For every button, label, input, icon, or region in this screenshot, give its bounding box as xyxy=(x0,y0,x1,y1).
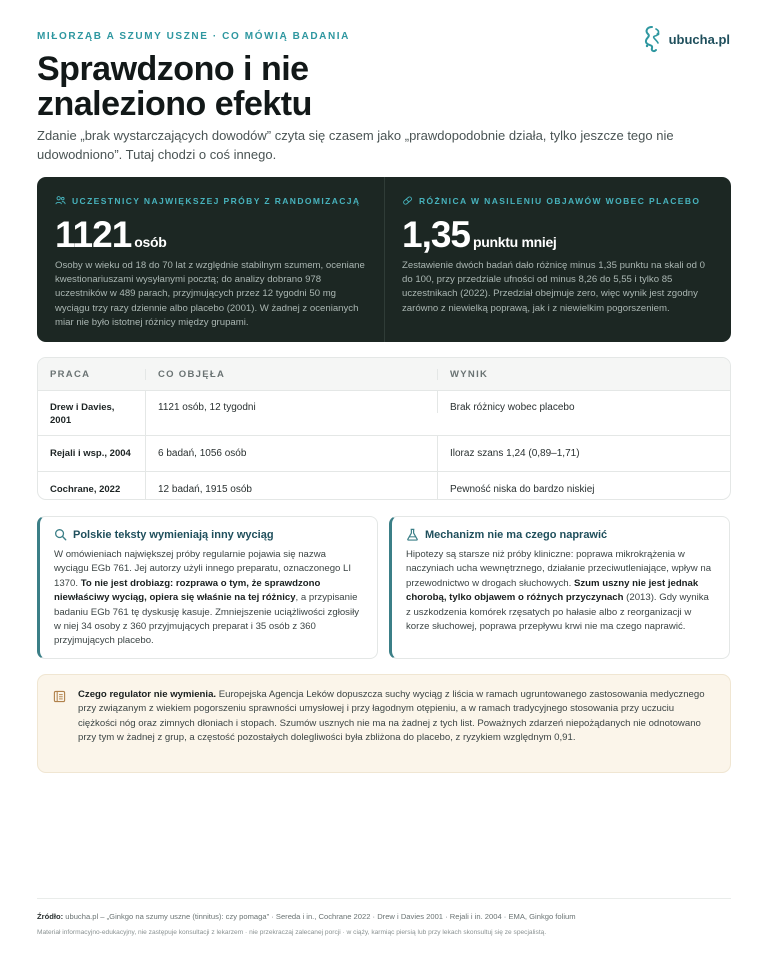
table-row xyxy=(38,435,730,471)
table-cell-study: Rejali i wsp., 2004 xyxy=(38,436,146,471)
note-extract-title xyxy=(54,528,363,541)
page-title: Sprawdzono i nie znaleziono efektu xyxy=(37,50,312,123)
stat-participants-number: 1121 xyxy=(55,214,132,255)
brand-name: ubucha.pl xyxy=(668,31,730,47)
table-header-cell: PRACA xyxy=(38,369,146,380)
table-cell-study: Cochrane, 2022 xyxy=(38,472,146,500)
search-icon xyxy=(54,528,67,541)
table-header-row xyxy=(38,358,730,390)
table-cell-study: Drew i Davies, 2001 xyxy=(38,391,146,435)
note-mechanism-title-text: Mechanizm nie ma czego naprawić xyxy=(425,528,608,541)
stat-difference-value xyxy=(402,216,713,254)
document-icon xyxy=(53,690,66,703)
regulator-text: Czego regulator nie wymienia. Europejska Agencja Leków dopuszcza suchy wyciąg z liścia w ramach ugruntowanego zastosowania medycznego przy związanym z wiekiem pogorszeniu sprawności umysłowej i przy łagodnym otępieniu, a w ramach tradycyjnego stosowania przy uczuciu ciężkości nóg oraz zimnych dłoniach i stopach. Szumów usznych nie ma na żadnej z tych list. Poważnych zdarzeń niepożądanych nie odnotowano przy tym w żadnej z grup, a częstość pozostałych dolegliwości była zbliżona do placebo, z ryzykiem względnym 0,91. xyxy=(78,689,705,744)
stat-difference-label xyxy=(402,195,713,206)
stat-participants-value xyxy=(55,216,366,254)
table-cell-result: Brak różnicy wobec placebo xyxy=(450,402,575,413)
note-extract-text: W omówieniach największej próby regularnie pojawia się nazwa wyciągu EGb 761. Jej autorzy użyli innego preparatu, oznaczonego LI 1370. To nie jest drobiazg: rozprawa o tym, że sprawdzono niewłaściwy wyciąg, opiera się właśnie na tej różnicy, a przypisanie badaniu EGb 761 tę dyskusję kasuje. Zmniejszenie uciążliwości zgłosiły w niej 34 osoby z 360 przyjmujących preparat i 35 osób z 360 przyjmujących placebo. xyxy=(54,549,360,647)
table-header-cell: WYNIK xyxy=(450,368,489,380)
table-header-cell: CO OBJĘŁA xyxy=(146,369,438,380)
note-mechanism-emphasis: Szum uszny nie jest jednak chorobą, tylko objawem o różnych przyczynach xyxy=(406,577,699,604)
studies-table xyxy=(37,357,731,500)
lead-paragraph: Zdanie „brak wystarczających dowodów” czyta się czasem jako „prawdopodobnie działa, tylko jeszcze tego nie udowodniono”. Tutaj chodzi o coś innego. xyxy=(37,128,674,162)
stat-difference xyxy=(384,177,731,342)
stats-panel xyxy=(37,177,731,342)
pill-icon xyxy=(402,195,413,206)
stat-difference-number: 1,35 xyxy=(402,214,471,255)
note-extract-title-text: Polskie teksty wymieniają inny wyciąg xyxy=(73,528,274,541)
note-mechanism xyxy=(389,516,730,659)
kombucha-logo-icon xyxy=(641,25,663,53)
eyebrow-label: MIŁORZĄB A SZUMY USZNE · CO MÓWIĄ BADANIA xyxy=(37,31,350,42)
source-label: Źródło: xyxy=(37,912,64,921)
note-mechanism-title xyxy=(406,528,715,541)
flask-icon xyxy=(406,528,419,541)
stat-participants xyxy=(37,177,384,342)
table-cell-scope: 12 badań, 1915 osób xyxy=(146,472,438,500)
regulator-title: Czego regulator nie wymienia. xyxy=(78,689,217,700)
stat-difference-text: Zestawienie dwóch badań dało różnicę minus 1,35 punktu na skali od 0 do 100, przy przedziale ufności od minus 8,26 do 5,55 i tylko 85 uczestnikach (2022). Przedział obejmuje zero, więc wynik jest zgodny zarówno z niewielką poprawą, jak i z niewielkim pogorszeniem. xyxy=(402,260,705,314)
disclaimer: Materiał informacyjno-edukacyjny, nie zastępuje konsultacji z lekarzem · nie przekraczaj zalecanej porcji · w ciąży, karmiąc piersią lub przy lekach skonsultuj się ze specjalistą. xyxy=(37,929,547,936)
note-extract-emphasis: To nie jest drobiazg: rozprawa o tym, że sprawdzono niewłaściwy wyciąg, opiera się właśnie na tej różnicy xyxy=(54,577,321,604)
table-cell-result: Iloraz szans 1,24 (0,89–1,71) xyxy=(450,448,580,459)
table-cell-scope: 6 badań, 1056 osób xyxy=(146,436,438,471)
people-icon xyxy=(55,195,66,206)
footer-divider xyxy=(37,898,731,899)
brand-logo-link[interactable] xyxy=(641,25,730,53)
stat-participants-label-text: UCZESTNICY NAJWIĘKSZEJ PRÓBY Z RANDOMIZACJĄ xyxy=(72,195,361,206)
stat-participants-text: Osoby w wieku od 18 do 70 lat z względnie stabilnym szumem, oceniane kwestionariuszami wysyłanymi pocztą; do analizy dobrano 978 uczestników w 489 parach, przyjmujących przez 12 tygodni 50 mg wyciągu trzy razy dziennie albo placebo (2001). W żadnej z ocenianych miar nie było istotnej różnicy między grupami. xyxy=(55,260,365,328)
table-row xyxy=(38,471,730,500)
note-extract xyxy=(37,516,378,659)
stat-participants-unit: osób xyxy=(134,234,167,250)
regulator-box xyxy=(37,674,731,773)
table-row xyxy=(38,390,730,435)
stat-difference-unit: punktu mniej xyxy=(473,234,557,250)
stat-participants-label xyxy=(55,195,366,206)
table-cell-result: Pewność niska do bardzo niskiej xyxy=(450,484,595,495)
source-line: Źródło: ubucha.pl – „Ginkgo na szumy uszne (tinnitus): czy pomaga” · Sereda i in., Cochrane 2022 · Drew i Davies 2001 · Rejali i in. 2004 · EMA, Ginkgo folium xyxy=(37,912,576,921)
table-cell-scope: 1121 osób, 12 tygodni xyxy=(146,391,438,413)
stat-difference-label-text: RÓŻNICA W NASILENIU OBJAWÓW WOBEC PLACEBO xyxy=(419,195,701,206)
note-mechanism-text: Hipotezy są starsze niż próby kliniczne: poprawa mikrokrążenia w naczyniach ucha wewnętrznego, działanie przeciwutleniające, wpływ na przewodnictwo w drogach słuchowych. Szum uszny nie jest jednak chorobą, tylko objawem o różnych przyczynach (2013). Gdy wynika z uszkodzenia komórek rzęsatych po hałasie albo z reorganizacji w korze słuchowej, poprawa przepływu krwi nie ma czego naprawić. xyxy=(406,549,712,633)
